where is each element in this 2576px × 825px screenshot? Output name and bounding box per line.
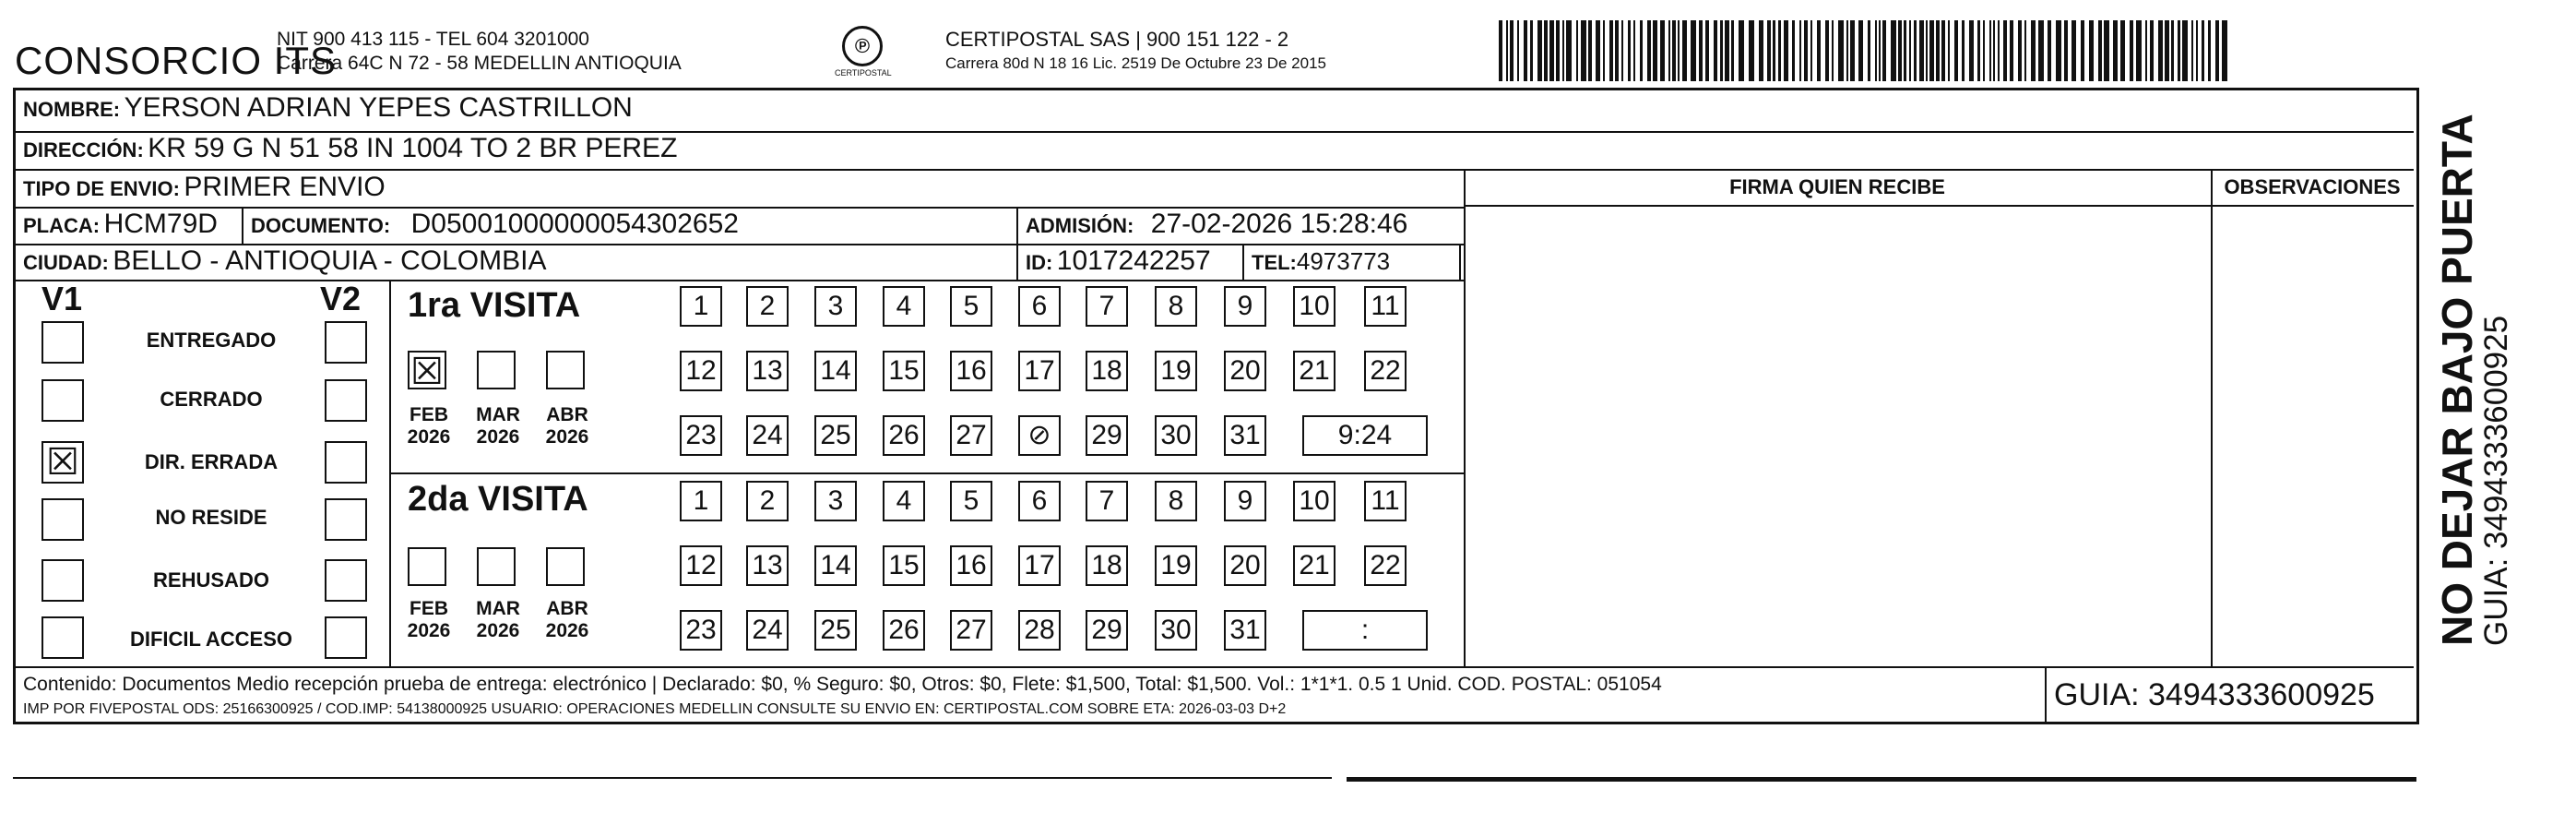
visit2-day-20[interactable]: 20 <box>1224 545 1266 586</box>
visit2-month-abr: ABR 2026 <box>545 598 589 641</box>
visit2-day-26[interactable]: 26 <box>883 610 925 651</box>
visit2-day-8[interactable]: 8 <box>1155 481 1197 521</box>
placa-row <box>23 209 218 240</box>
visit2-day-5[interactable]: 5 <box>950 481 992 521</box>
visit2-day-30[interactable]: 30 <box>1155 610 1197 651</box>
visit1-day-23[interactable]: 23 <box>680 415 722 456</box>
visit2-day-14[interactable]: 14 <box>814 545 857 586</box>
nit-line: NIT 900 413 115 - TEL 604 3201000 <box>277 29 589 50</box>
visit2-day-1[interactable]: 1 <box>680 481 722 521</box>
visit1-day-21[interactable]: 21 <box>1293 351 1335 391</box>
status-rehusado: REHUSADO <box>153 568 269 592</box>
visit1-mar-checkbox[interactable] <box>477 351 516 389</box>
visit1-day-24[interactable]: 24 <box>746 415 789 456</box>
visit2-day-29[interactable]: 29 <box>1086 610 1128 651</box>
documento-value: D05001000000054302652 <box>410 209 739 239</box>
visit2-month-mar: MAR 2026 <box>476 598 520 641</box>
visit2-time[interactable]: : <box>1302 610 1428 651</box>
visit1-day-13[interactable]: 13 <box>746 351 789 391</box>
visit1-day-1[interactable]: 1 <box>680 286 722 327</box>
ciudad-row <box>23 245 546 277</box>
visit1-day-6[interactable]: 6 <box>1018 286 1061 327</box>
placa-label: PLACA: <box>23 214 101 237</box>
logo-text: CERTIPOSTAL <box>835 68 892 78</box>
footer-guia: GUIA: 3494333600925 <box>2054 677 2375 712</box>
signature-area[interactable] <box>1468 209 2206 663</box>
certi-line1: CERTIPOSTAL SAS | 900 151 122 - 2 <box>945 28 1289 51</box>
delivery-form <box>13 88 2419 724</box>
visit1-day-17[interactable]: 17 <box>1018 351 1061 391</box>
tel-value: 4973773 <box>1296 247 1391 275</box>
observaciones-header: OBSERVACIONES <box>2224 175 2401 198</box>
ciudad-value: BELLO - ANTIOQUIA - COLOMBIA <box>113 245 547 276</box>
footer-contents: Contenido: Documentos Medio recepción prueba de entrega: electrónico | Declarado: $0, % Seguro: $0, Otros: $0, Flete: $1,500, Total: $1,500. Vol.: 1*1*1. 0.5 1 Unid. COD. POSTAL: 051054 <box>23 674 1662 695</box>
visit1-day-19[interactable]: 19 <box>1155 351 1197 391</box>
visit1-day-27[interactable]: 27 <box>950 415 992 456</box>
visit1-abr-checkbox[interactable] <box>546 351 585 389</box>
v2-entregado-checkbox[interactable] <box>325 321 367 364</box>
v2-dificil-acceso-checkbox[interactable] <box>325 616 367 659</box>
visit1-day-9[interactable]: 9 <box>1224 286 1266 327</box>
visit1-day-7[interactable]: 7 <box>1086 286 1128 327</box>
visit2-day-10[interactable]: 10 <box>1293 481 1335 521</box>
visit2-feb-checkbox[interactable] <box>408 547 446 586</box>
tipo-label: TIPO DE ENVIO: <box>23 177 180 200</box>
visit1-day-3[interactable]: 3 <box>814 286 857 327</box>
visit1-month-mar: MAR 2026 <box>476 404 520 448</box>
next-label-edge-right <box>1347 777 2416 782</box>
status-no-reside: NO RESIDE <box>155 506 267 529</box>
visit2-day-16[interactable]: 16 <box>950 545 992 586</box>
placa-value: HCM79D <box>103 209 218 239</box>
barcode <box>1499 20 2232 81</box>
admision-label: ADMISIÓN: <box>1026 214 1134 237</box>
visit2-day-24[interactable]: 24 <box>746 610 789 651</box>
visit2-day-17[interactable]: 17 <box>1018 545 1061 586</box>
visit1-day-10[interactable]: 10 <box>1293 286 1335 327</box>
address-line: Carrera 64C N 72 - 58 MEDELLIN ANTIOQUIA <box>277 53 682 74</box>
visit2-day-25[interactable]: 25 <box>814 610 857 651</box>
visit1-day-8[interactable]: 8 <box>1155 286 1197 327</box>
id-value: 1017242257 <box>1056 245 1211 276</box>
footer-print-info: IMP POR FIVEPOSTAL ODS: 25166300925 / COD.IMP: 54138000925 USUARIO: OPERACIONES MEDELLIN CONSULTE SU ENVIO EN: CERTIPOSTAL.COM SOBRE ETA: 2026-03-03 D+2 <box>23 701 1287 717</box>
tel-row <box>1252 247 1390 276</box>
visit2-day-2[interactable]: 2 <box>746 481 789 521</box>
visit2-day-27[interactable]: 27 <box>950 610 992 651</box>
visit2-day-6[interactable]: 6 <box>1018 481 1061 521</box>
nombre-row <box>23 92 633 124</box>
visit2-day-11[interactable]: 11 <box>1364 481 1407 521</box>
nombre-value: YERSON ADRIAN YEPES CASTRILLON <box>124 92 633 123</box>
status-dir-errada: DIR. ERRADA <box>144 450 279 473</box>
visit2-day-23[interactable]: 23 <box>680 610 722 651</box>
visit2-day-7[interactable]: 7 <box>1086 481 1128 521</box>
visit1-feb-checkbox[interactable]: ☒ <box>408 351 446 389</box>
visit2-mar-checkbox[interactable] <box>477 547 516 586</box>
visit1-day-15[interactable]: 15 <box>883 351 925 391</box>
visit2-day-21[interactable]: 21 <box>1293 545 1335 586</box>
visit2-day-15[interactable]: 15 <box>883 545 925 586</box>
visit2-day-4[interactable]: 4 <box>883 481 925 521</box>
direccion-label: DIRECCIÓN: <box>23 138 144 161</box>
visit1-day-30[interactable]: 30 <box>1155 415 1197 456</box>
certi-line2: Carrera 80d N 18 16 Lic. 2519 De Octubre 23 De 2015 <box>945 54 1326 72</box>
visit1-day-5[interactable]: 5 <box>950 286 992 327</box>
side-guia-text: GUIA: 3494333600925 <box>2478 315 2514 646</box>
visit1-day-18[interactable]: 18 <box>1086 351 1128 391</box>
visit1-month-feb: FEB 2026 <box>407 404 451 448</box>
v1-dificil-acceso-checkbox[interactable] <box>42 616 84 659</box>
next-label-edge <box>13 777 1332 779</box>
visit2-title: 2da VISITA <box>408 480 588 519</box>
v1-no-reside-checkbox[interactable] <box>42 498 84 541</box>
visit1-day-16[interactable]: 16 <box>950 351 992 391</box>
v1-entregado-checkbox[interactable] <box>42 321 84 364</box>
visit1-day-26[interactable]: 26 <box>883 415 925 456</box>
visit1-day-20[interactable]: 20 <box>1224 351 1266 391</box>
certipostal-info <box>945 28 1326 76</box>
tipo-value: PRIMER ENVIO <box>184 172 386 202</box>
direccion-value: KR 59 G N 51 58 IN 1004 TO 2 BR PEREZ <box>148 133 678 163</box>
visit2-day-3[interactable]: 3 <box>814 481 857 521</box>
visit2-day-31[interactable]: 31 <box>1224 610 1266 651</box>
visit2-day-22[interactable]: 22 <box>1364 545 1407 586</box>
v1-header: V1 <box>42 280 83 317</box>
logo-mark-icon: ℗ <box>842 26 883 66</box>
documento-label: DOCUMENTO: <box>251 214 391 237</box>
visit1-day-11[interactable]: 11 <box>1364 286 1407 327</box>
admision-row <box>1026 209 1407 240</box>
visit1-day-2[interactable]: 2 <box>746 286 789 327</box>
nombre-label: NOMBRE: <box>23 98 121 121</box>
status-entregado: ENTREGADO <box>146 329 277 352</box>
v2-cerrado-checkbox[interactable] <box>325 379 367 422</box>
visit1-title: 1ra VISITA <box>408 286 581 325</box>
id-row <box>1026 245 1211 277</box>
tipo-row <box>23 172 386 203</box>
visit2-month-feb: FEB 2026 <box>407 598 451 641</box>
certipostal-logo <box>835 26 890 78</box>
visit1-time[interactable]: 9:24 <box>1302 415 1428 456</box>
visit2-abr-checkbox[interactable] <box>546 547 585 586</box>
id-label: ID: <box>1026 251 1053 274</box>
admision-value: 27-02-2026 15:28:46 <box>1150 209 1408 239</box>
firma-header: FIRMA QUIEN RECIBE <box>1729 175 1945 198</box>
v2-header: V2 <box>320 280 362 317</box>
visit2-day-12[interactable]: 12 <box>680 545 722 586</box>
documento-row <box>251 209 739 240</box>
v2-rehusado-checkbox[interactable] <box>325 559 367 602</box>
side-warning <box>2435 114 2514 646</box>
v2-dir-errada-checkbox[interactable] <box>325 441 367 484</box>
visit1-day-4[interactable]: 4 <box>883 286 925 327</box>
visit1-day-29[interactable]: 29 <box>1086 415 1128 456</box>
visit2-day-9[interactable]: 9 <box>1224 481 1266 521</box>
observations-area[interactable] <box>2215 209 2409 663</box>
visit2-day-28[interactable]: 28 <box>1018 610 1061 651</box>
visit2-day-19[interactable]: 19 <box>1155 545 1197 586</box>
status-dificil-acceso: DIFICIL ACCESO <box>129 628 292 651</box>
visit1-day-12[interactable]: 12 <box>680 351 722 391</box>
visit1-day-25[interactable]: 25 <box>814 415 857 456</box>
visit1-day-22[interactable]: 22 <box>1364 351 1407 391</box>
visit1-day-14[interactable]: 14 <box>814 351 857 391</box>
v2-no-reside-checkbox[interactable] <box>325 498 367 541</box>
direccion-row <box>23 133 677 164</box>
visit1-day-31[interactable]: 31 <box>1224 415 1266 456</box>
visit1-day-28[interactable]: ⊘ <box>1018 415 1061 456</box>
tel-label: TEL: <box>1252 251 1297 274</box>
side-warning-text: NO DEJAR BAJO PUERTA <box>2433 114 2481 646</box>
company-name: CONSORCIO ITS <box>15 39 338 82</box>
visit1-month-abr: ABR 2026 <box>545 404 589 448</box>
v1-cerrado-checkbox[interactable] <box>42 379 84 422</box>
v1-rehusado-checkbox[interactable] <box>42 559 84 602</box>
ciudad-label: CIUDAD: <box>23 251 109 274</box>
v1-dir-errada-checkbox[interactable]: ☒ <box>42 441 84 484</box>
visit2-day-13[interactable]: 13 <box>746 545 789 586</box>
status-cerrado: CERRADO <box>160 388 263 411</box>
visit2-day-18[interactable]: 18 <box>1086 545 1128 586</box>
company-info <box>277 28 682 76</box>
